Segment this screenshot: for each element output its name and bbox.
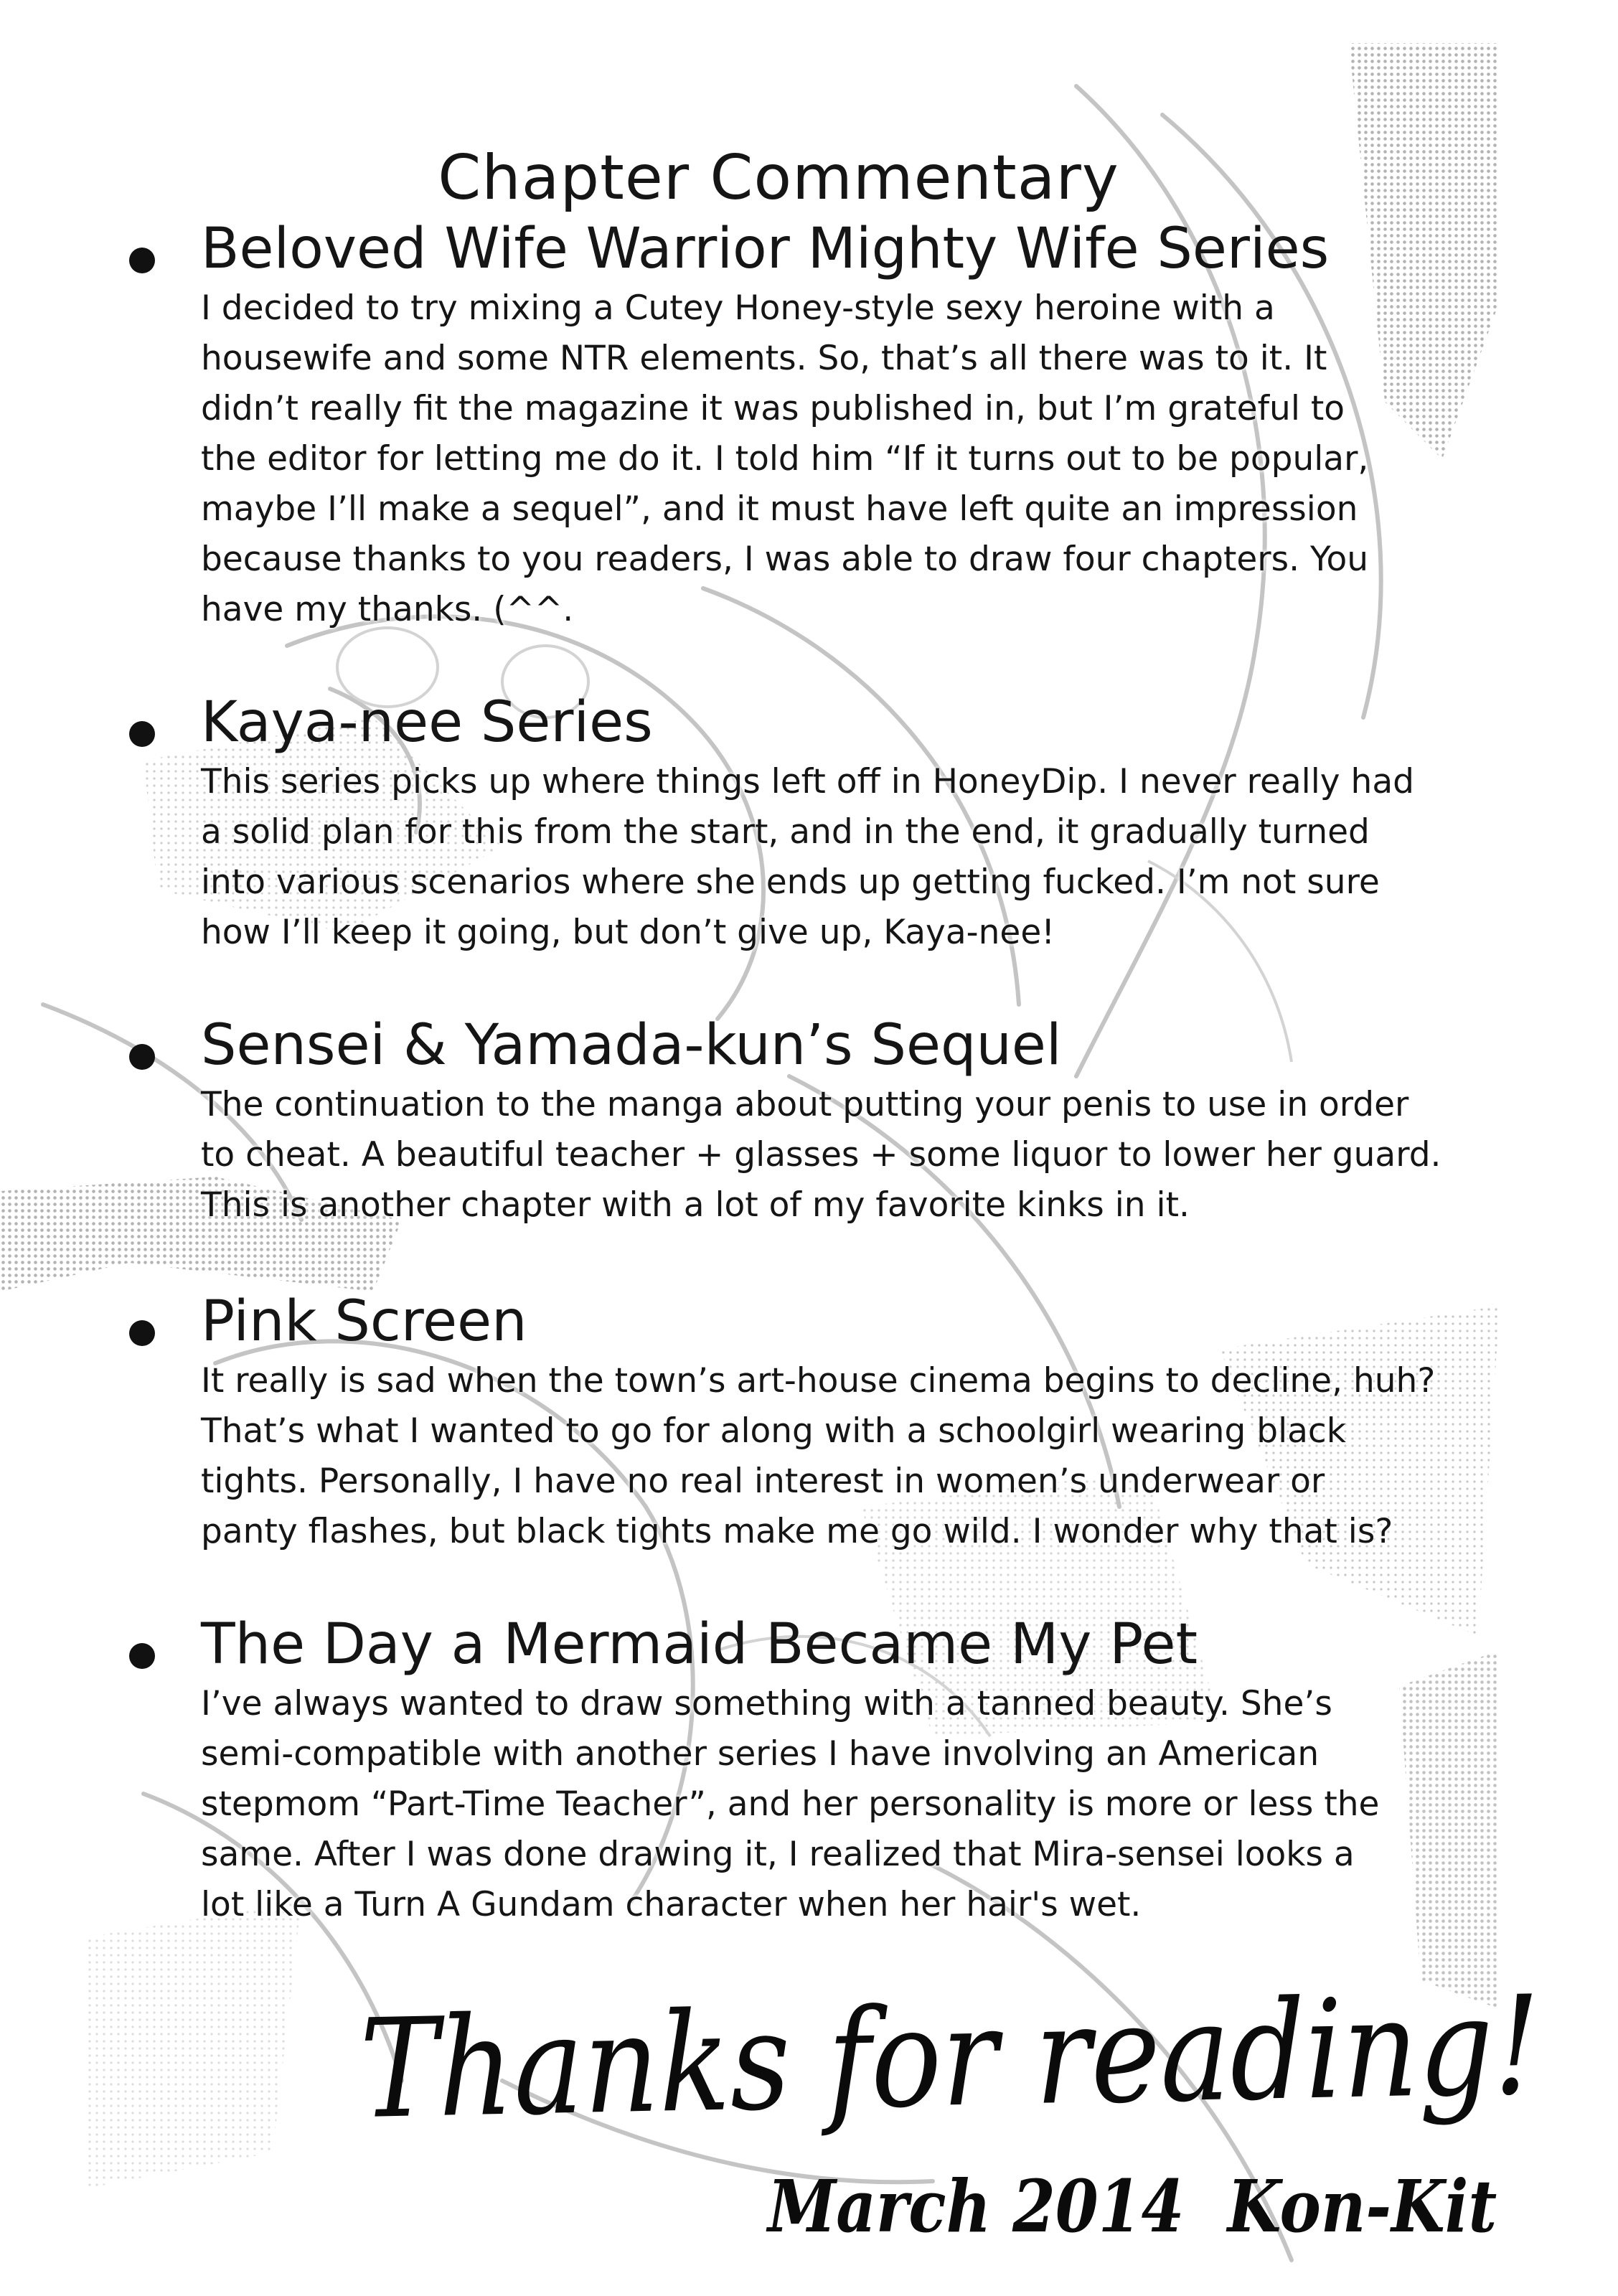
bullet-icon: [129, 721, 155, 747]
bullet-icon: [129, 248, 155, 273]
section-heading: Pink Screen: [201, 1289, 527, 1354]
section-body: I decided to try mixing a Cutey Honey-style sexy heroine with a housewife and some NTR elements. So, that’s all there was to it. It didn’t really fit the magazine it was published in, but I’m grateful to the editor for letting me do it. I told him “If it turns out to be popular, maybe I’ll make a sequel”, and it must have left quite an impression because thanks to you readers, I was able to draw four chapters. You have my thanks. (^^.: [201, 288, 1369, 629]
closing-message: Thanks for reading!: [359, 1966, 1542, 2149]
section-body: The continuation to the manga about putting your penis to use in order to cheat. A beautiful teacher + glasses + some liquor to lower her guard. This is another chapter with a lot of my favorite kinks in it.: [201, 1085, 1441, 1225]
signature-date: March 2014: [768, 2164, 1185, 2249]
signature-author: Kon-Kit: [1227, 2164, 1497, 2249]
section-heading: Kaya-nee Series: [201, 690, 653, 755]
section-body: This series picks up where things left off in HoneyDip. I never really had a solid plan for this from the start, and in the end, it gradually turned into various scenarios where she ends up getting fucked. I’m not sure how I’ll keep it going, but don’t give up, Kaya-nee!: [201, 762, 1414, 952]
section-heading: Beloved Wife Warrior Mighty Wife Series: [201, 217, 1330, 281]
signature: [768, 2160, 1497, 2253]
bullet-icon: [129, 1044, 155, 1070]
section-heading: The Day a Mermaid Became My Pet: [201, 1612, 1198, 1677]
section-body: It really is sad when the town’s art-house cinema begins to decline, huh? That’s what I wanted to go for along with a schoolgirl wearing black tights. Personally, I have no real interest in women’s underwear or panty flashes, but black tights make me go wild. I wonder why that is?: [201, 1361, 1436, 1551]
section-body: I’ve always wanted to draw something with a tanned beauty. She’s semi-compatible with another series I have involving an American stepmom “Part-Time Teacher”, and her personality is more or less the same. After I was done drawing it, I realized that Mira-sensei looks a lot like a Turn A Gundam character when her hair's wet.: [201, 1684, 1380, 1924]
bullet-icon: [129, 1320, 155, 1346]
section-heading: Sensei & Yamada-kun’s Sequel: [201, 1013, 1062, 1078]
page-title: Chapter Commentary: [438, 141, 1119, 214]
bullet-icon: [129, 1643, 155, 1669]
